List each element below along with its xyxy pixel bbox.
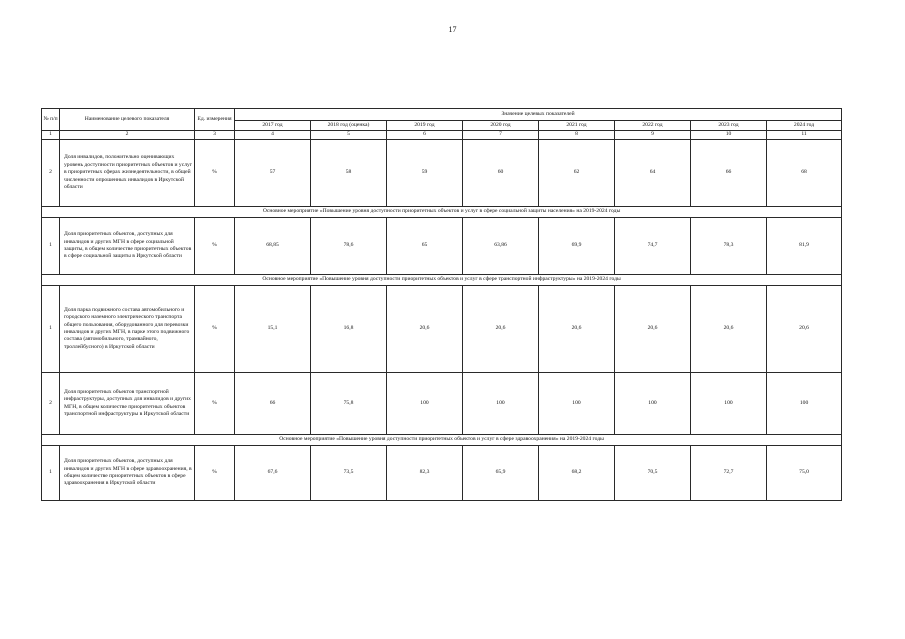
- row-number: 1: [42, 218, 60, 275]
- year-value: 74,7: [615, 218, 691, 275]
- year-value: 68,85: [235, 218, 311, 275]
- year-value: 59: [387, 140, 463, 207]
- year-value: 78,3: [691, 218, 767, 275]
- unit: %: [195, 218, 235, 275]
- year-value: 20,6: [615, 286, 691, 373]
- year-value: 100: [463, 373, 539, 435]
- header-group: Значение целевых показателей: [235, 109, 842, 121]
- unit: %: [195, 286, 235, 373]
- year-value: 100: [691, 373, 767, 435]
- year-value: 57: [235, 140, 311, 207]
- header-year: 2017 год: [235, 121, 311, 131]
- section-row: [42, 275, 842, 286]
- year-value: 20,6: [539, 286, 615, 373]
- year-value: 100: [615, 373, 691, 435]
- year-value: 82,3: [387, 446, 463, 501]
- year-value: 64: [615, 140, 691, 207]
- row-number: 2: [42, 373, 60, 435]
- column-number: 8: [539, 131, 615, 140]
- header-year: 2023 год: [691, 121, 767, 131]
- year-value: 70,5: [615, 446, 691, 501]
- year-value: 66: [235, 373, 311, 435]
- indicator-name: Доля приоритетных объектов транспортной инфраструктуры, доступных для инвалидов и других МГН, в общем количестве приоритетных объектов транспортной инфраструктуры в Иркутской области: [60, 373, 195, 435]
- year-value: 100: [387, 373, 463, 435]
- year-value: 60: [463, 140, 539, 207]
- header-year: 2020 год: [463, 121, 539, 131]
- column-number: 5: [311, 131, 387, 140]
- year-value: 100: [767, 373, 842, 435]
- year-value: 20,6: [463, 286, 539, 373]
- header-name: Наименование целевого показателя: [60, 109, 195, 131]
- year-value: 16,8: [311, 286, 387, 373]
- year-value: 72,7: [691, 446, 767, 501]
- year-value: 100: [539, 373, 615, 435]
- column-number: 4: [235, 131, 311, 140]
- year-value: 67,6: [235, 446, 311, 501]
- header-num: № п/п: [42, 109, 60, 131]
- header-year: 2021 год: [539, 121, 615, 131]
- page-number: 17: [448, 25, 457, 34]
- section-row: [42, 435, 842, 446]
- year-value: 68: [767, 140, 842, 207]
- year-value: 63,86: [463, 218, 539, 275]
- year-value: 81,9: [767, 218, 842, 275]
- section-title: Основное мероприятие «Повышение уровня доступности приоритетных объектов и услуг в сфере социальной защиты населения» на 2019-2024 годы: [42, 207, 842, 218]
- targets-table: [41, 108, 842, 501]
- indicator-name: Доля инвалидов, положительно оценивающих уровень доступности приоритетных объектов и услуг в приоритетных сферах жизнедеятельности, в общей численности опрошенных инвалидов в Иркутской области: [60, 140, 195, 207]
- unit: %: [195, 373, 235, 435]
- header-unit: Ед. измерения: [195, 109, 235, 131]
- header-year: 2024 год: [767, 121, 842, 131]
- table-row: [42, 446, 842, 501]
- section-row: [42, 207, 842, 218]
- column-number: 2: [60, 131, 195, 140]
- header-year: 2019 год: [387, 121, 463, 131]
- unit: %: [195, 140, 235, 207]
- column-number: 6: [387, 131, 463, 140]
- row-number: 1: [42, 286, 60, 373]
- year-value: 20,6: [387, 286, 463, 373]
- indicator-name: Доля приоритетных объектов, доступных для инвалидов и других МГН в сфере здравоохранения, в общем количестве приоритетных объектов в сфере здравоохранения в Иркутской области: [60, 446, 195, 501]
- year-value: 58: [311, 140, 387, 207]
- year-value: 66: [691, 140, 767, 207]
- year-value: 65,9: [463, 446, 539, 501]
- section-title: Основное мероприятие «Повышение уровня доступности приоритетных объектов и услуг в сфере транспортной инфраструктуры» на 2019-2024 годы: [42, 275, 842, 286]
- column-number: 3: [195, 131, 235, 140]
- indicator-name: Доля приоритетных объектов, доступных для инвалидов и других МГН в сфере социальной защиты, в общем количестве приоритетных объектов в сфере социальной защиты в Иркутской области: [60, 218, 195, 275]
- year-value: 65: [387, 218, 463, 275]
- year-value: 68,2: [539, 446, 615, 501]
- column-number: 10: [691, 131, 767, 140]
- column-number: 9: [615, 131, 691, 140]
- column-number: 1: [42, 131, 60, 140]
- table-body: [42, 109, 842, 501]
- year-value: 73,5: [311, 446, 387, 501]
- year-value: 75,8: [311, 373, 387, 435]
- year-value: 15,1: [235, 286, 311, 373]
- year-value: 62: [539, 140, 615, 207]
- table-row: [42, 373, 842, 435]
- unit: %: [195, 446, 235, 501]
- column-number: 11: [767, 131, 842, 140]
- table-row: [42, 218, 842, 275]
- table-row: [42, 140, 842, 207]
- table-row: [42, 286, 842, 373]
- year-value: 75,0: [767, 446, 842, 501]
- column-number: 7: [463, 131, 539, 140]
- year-value: 20,6: [691, 286, 767, 373]
- year-value: 69,9: [539, 218, 615, 275]
- year-value: 20,6: [767, 286, 842, 373]
- year-value: 78,6: [311, 218, 387, 275]
- row-number: 1: [42, 446, 60, 501]
- header-year: 2022 год: [615, 121, 691, 131]
- column-numbers-row: [42, 131, 842, 140]
- row-number: 2: [42, 140, 60, 207]
- section-title: Основное мероприятие «Повышение уровня доступности приоритетных объектов и услуг в сфере здравоохранения» на 2019-2024 годы: [42, 435, 842, 446]
- header-year: 2018 год (оценка): [311, 121, 387, 131]
- indicator-name: Доля парка подвижного состава автомобильного и городского наземного электрического транспорта общего пользования, оборудованного для перевозки инвалидов и других МГН, в парке этого подвижного состава (автомобильного, трамвайного, троллейбусного) в Иркутской области: [60, 286, 195, 373]
